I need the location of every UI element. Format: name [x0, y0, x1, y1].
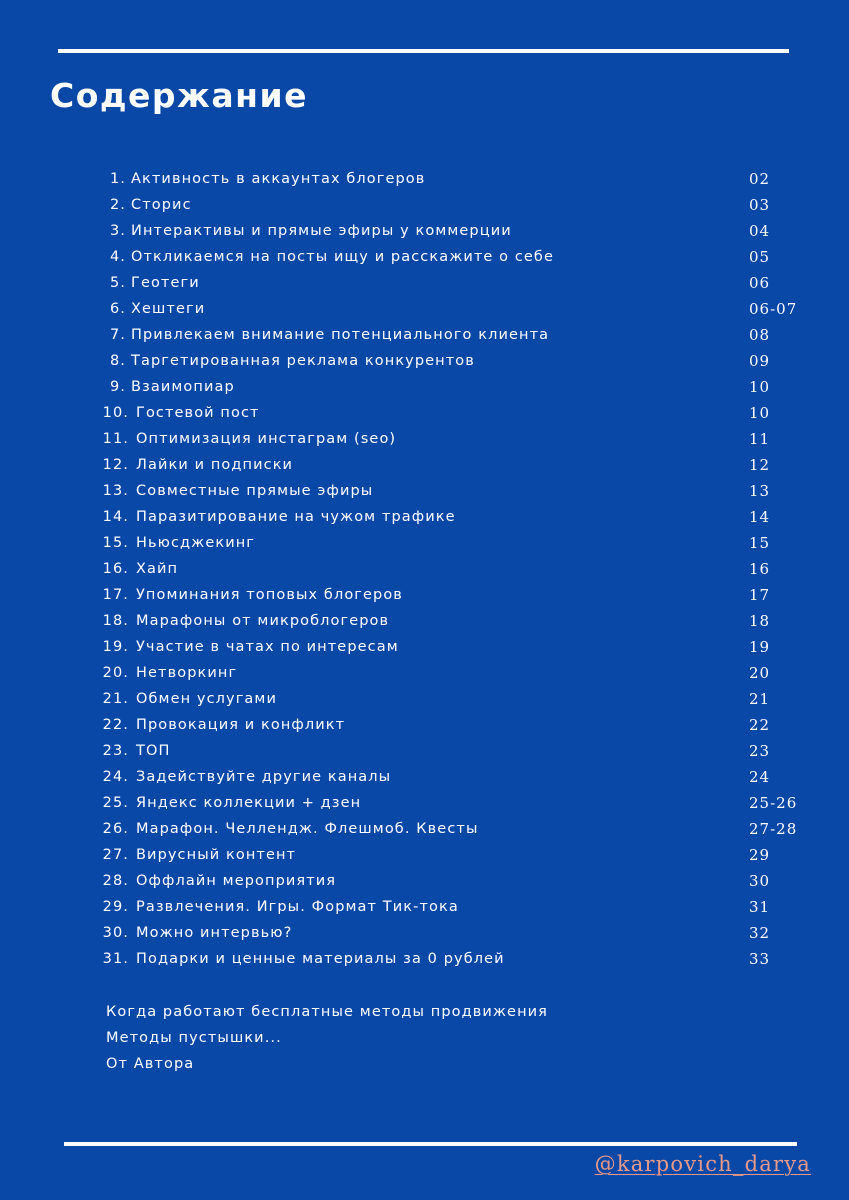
- extra-sections: [106, 999, 548, 1077]
- toc-entry-number: 24.: [102, 769, 129, 785]
- toc-entry[interactable]: [0, 218, 849, 244]
- toc-entry-page: 19: [749, 638, 771, 656]
- toc-entry[interactable]: [0, 192, 849, 218]
- toc-entry-number: 21.: [102, 691, 129, 707]
- toc-entry-number: 2.: [109, 197, 126, 213]
- toc-entry-title: Вирусный контент: [136, 847, 297, 863]
- toc-entry-title: Упоминания топовых блогеров: [136, 587, 403, 603]
- toc-entry-number: 6.: [109, 301, 126, 317]
- toc-entry-title: Обмен услугами: [136, 691, 277, 707]
- toc-entry-title: Лайки и подписки: [136, 457, 294, 473]
- toc-entry-page: 08: [749, 326, 771, 344]
- toc-entry[interactable]: [0, 946, 849, 972]
- toc-entry[interactable]: [0, 270, 849, 296]
- toc-entry-number: 17.: [102, 587, 129, 603]
- toc-entry[interactable]: [0, 322, 849, 348]
- toc-entry-number: 5.: [109, 275, 126, 291]
- toc-entry-page: 25-26: [749, 794, 798, 812]
- toc-entry-page: 30: [749, 872, 771, 890]
- toc-entry-page: 06-07: [749, 300, 798, 318]
- toc-entry-page: 32: [749, 924, 771, 942]
- toc-entry-number: 18.: [102, 613, 129, 629]
- toc-entry-number: 28.: [102, 873, 129, 889]
- toc-entry-title: Хештеги: [131, 301, 206, 317]
- toc-entry[interactable]: [0, 348, 849, 374]
- toc-entry-title: ТОП: [136, 743, 171, 759]
- toc-entry-page: 27-28: [749, 820, 798, 838]
- toc-entry-number: 4.: [109, 249, 126, 265]
- toc-entry[interactable]: [0, 816, 849, 842]
- toc-entry-page: 14: [749, 508, 771, 526]
- toc-entry-title: Гостевой пост: [136, 405, 260, 421]
- toc-entry[interactable]: [0, 244, 849, 270]
- toc-entry-number: 3.: [109, 223, 126, 239]
- toc-entry-title: Сторис: [131, 197, 192, 213]
- toc-entry-page: 12: [749, 456, 771, 474]
- toc-entry[interactable]: [0, 296, 849, 322]
- toc-entry-number: 30.: [102, 925, 129, 941]
- toc-entry-page: 29: [749, 846, 771, 864]
- toc-entry[interactable]: [0, 764, 849, 790]
- toc-entry-page: 20: [749, 664, 771, 682]
- toc-entry[interactable]: [0, 452, 849, 478]
- toc-entry-title: Интерактивы и прямые эфиры у коммерции: [131, 223, 512, 239]
- toc-entry-title: Совместные прямые эфиры: [136, 483, 374, 499]
- toc-entry-title: Участие в чатах по интересам: [136, 639, 399, 655]
- toc-entry-title: Привлекаем внимание потенциального клиента: [131, 327, 550, 343]
- toc-entry-number: 9.: [109, 379, 126, 395]
- toc-entry-number: 26.: [102, 821, 129, 837]
- toc-entry[interactable]: [0, 478, 849, 504]
- toc-entry[interactable]: [0, 712, 849, 738]
- toc-entry[interactable]: [0, 686, 849, 712]
- toc-entry-number: 25.: [102, 795, 129, 811]
- toc-entry-page: 18: [749, 612, 771, 630]
- toc-entry-page: 21: [749, 690, 771, 708]
- toc-entry[interactable]: [0, 842, 849, 868]
- toc-entry-number: 22.: [102, 717, 129, 733]
- toc-entry-page: 23: [749, 742, 771, 760]
- toc-entry-number: 27.: [102, 847, 129, 863]
- toc-entry[interactable]: [0, 868, 849, 894]
- toc-entry-number: 12.: [102, 457, 129, 473]
- toc-entry-page: 31: [749, 898, 771, 916]
- toc-entry[interactable]: [0, 400, 849, 426]
- extra-section-entry[interactable]: Когда работают бесплатные методы продвижения: [106, 1004, 548, 1020]
- page-title: Содержание: [50, 76, 308, 115]
- toc-entry-number: 20.: [102, 665, 129, 681]
- toc-entry-title: Марафоны от микроблогеров: [136, 613, 390, 629]
- toc-entry-title: Паразитирование на чужом трафике: [136, 509, 456, 525]
- toc-entry-number: 19.: [102, 639, 129, 655]
- top-divider: [58, 49, 789, 53]
- toc-entry-number: 15.: [102, 535, 129, 551]
- toc-entry-number: 10.: [102, 405, 129, 421]
- toc-entry[interactable]: [0, 426, 849, 452]
- toc-entry-title: Яндекс коллекции + дзен: [136, 795, 362, 811]
- toc-entry-page: 06: [749, 274, 771, 292]
- toc-entry-title: Развлечения. Игры. Формат Тик-тока: [136, 899, 459, 915]
- toc-entry-number: 31.: [102, 951, 129, 967]
- toc-entry[interactable]: [0, 166, 849, 192]
- toc-entry-title: Нетворкинг: [136, 665, 238, 681]
- toc-entry-title: Откликаемся на посты ищу и расскажите о себе: [131, 249, 554, 265]
- toc-entry[interactable]: [0, 660, 849, 686]
- toc-entry[interactable]: [0, 738, 849, 764]
- toc-entry-title: Марафон. Челлендж. Флешмоб. Квесты: [136, 821, 479, 837]
- toc-entry-title: Таргетированная реклама конкурентов: [131, 353, 475, 369]
- toc-entry[interactable]: [0, 504, 849, 530]
- toc-entry-number: 14.: [102, 509, 129, 525]
- toc-entry-title: Оптимизация инстаграм (seo): [136, 431, 397, 447]
- toc-entry-page: 10: [749, 404, 771, 422]
- toc-entry[interactable]: [0, 790, 849, 816]
- toc-entry-number: 7.: [109, 327, 126, 343]
- toc-entry-title: Задействуйте другие каналы: [136, 769, 392, 785]
- toc-entry-number: 23.: [102, 743, 129, 759]
- toc-entry-number: 11.: [102, 431, 129, 447]
- toc-entry-page: 10: [749, 378, 771, 396]
- toc-entry-page: 03: [749, 196, 771, 214]
- toc-entry-page: 11: [749, 430, 771, 448]
- toc-entry-page: 13: [749, 482, 771, 500]
- toc-entry-title: Геотеги: [131, 275, 200, 291]
- extra-section-entry[interactable]: От Автора: [106, 1056, 195, 1072]
- toc-entry-page: 04: [749, 222, 771, 240]
- toc-entry-title: Взаимопиар: [131, 379, 235, 395]
- toc-entry[interactable]: [0, 920, 849, 946]
- toc-entry-number: 16.: [102, 561, 129, 577]
- toc-entry-number: 8.: [109, 353, 126, 369]
- toc-entry[interactable]: [0, 608, 849, 634]
- toc-entry[interactable]: [0, 894, 849, 920]
- toc-entry-page: 05: [749, 248, 771, 266]
- bottom-divider: [64, 1142, 797, 1146]
- toc-entry-number: 29.: [102, 899, 129, 915]
- toc-entry-page: 33: [749, 950, 771, 968]
- toc-entry[interactable]: [0, 634, 849, 660]
- toc-entry-title: Ньюсджекинг: [136, 535, 256, 551]
- toc-entry-page: 16: [749, 560, 771, 578]
- toc-entry-page: 24: [749, 768, 771, 786]
- toc-entry[interactable]: [0, 556, 849, 582]
- toc-entry-title: Оффлайн мероприятия: [136, 873, 337, 889]
- toc-entry-page: 17: [749, 586, 771, 604]
- toc-entry-number: 1.: [109, 171, 126, 187]
- toc-entry-title: Активность в аккаунтах блогеров: [131, 171, 426, 187]
- toc-entry-number: 13.: [102, 483, 129, 499]
- table-of-contents: [0, 166, 849, 972]
- toc-entry-title: Подарки и ценные материалы за 0 рублей: [136, 951, 505, 967]
- extra-section-entry[interactable]: Методы пустышки...: [106, 1030, 282, 1046]
- toc-entry-page: 09: [749, 352, 771, 370]
- toc-entry-title: Провокация и конфликт: [136, 717, 346, 733]
- toc-entry[interactable]: [0, 374, 849, 400]
- author-handle-link[interactable]: @karpovich_darya: [594, 1152, 811, 1176]
- toc-entry-page: 22: [749, 716, 771, 734]
- toc-entry[interactable]: [0, 530, 849, 556]
- toc-entry-title: Хайп: [136, 561, 179, 577]
- toc-entry-page: 02: [749, 170, 771, 188]
- toc-entry[interactable]: [0, 582, 849, 608]
- toc-entry-title: Можно интервью?: [136, 925, 293, 941]
- toc-entry-page: 15: [749, 534, 771, 552]
